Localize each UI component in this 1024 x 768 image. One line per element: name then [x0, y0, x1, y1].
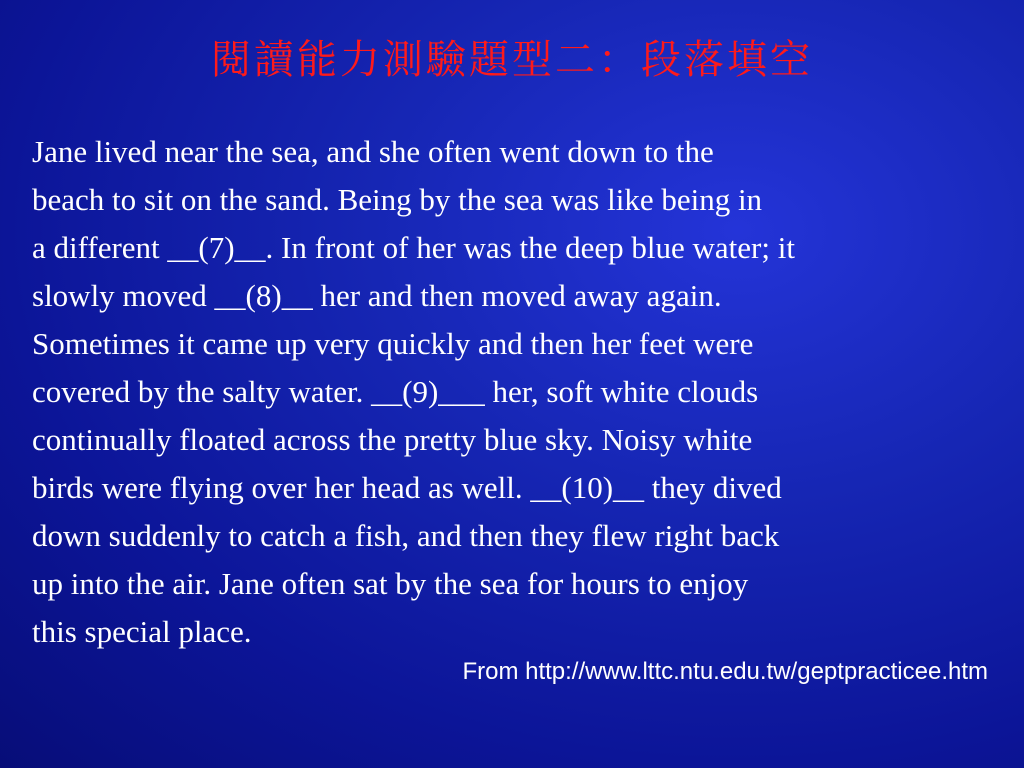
- passage-line: Jane lived near the sea, and she often went down to the: [32, 134, 714, 169]
- passage-line: Sometimes it came up very quickly and then her feet were: [32, 326, 754, 361]
- passage-line: beach to sit on the sand. Being by the sea was like being in: [32, 182, 763, 217]
- reading-passage: [32, 128, 1000, 656]
- source-citation: From http://www.lttc.ntu.edu.tw/geptpracticee.htm: [462, 658, 988, 685]
- passage-line: this special place.: [32, 614, 252, 649]
- passage-line: up into the air. Jane often sat by the sea for hours to enjoy: [32, 566, 749, 601]
- passage-line: birds were flying over her head as well. __(10)__ they dived: [32, 470, 782, 505]
- passage-line: covered by the salty water. __(9)___ her, soft white clouds: [32, 374, 759, 409]
- passage-line: slowly moved __(8)__ her and then moved away again.: [32, 278, 722, 313]
- passage-line: continually floated across the pretty blue sky. Noisy white: [32, 422, 753, 457]
- passage-line: down suddenly to catch a fish, and then they flew right back: [32, 518, 780, 553]
- passage-line: a different __(7)__. In front of her was the deep blue water; it: [32, 230, 795, 265]
- slide-title: 閱讀能力測驗題型二：段落填空: [211, 37, 813, 83]
